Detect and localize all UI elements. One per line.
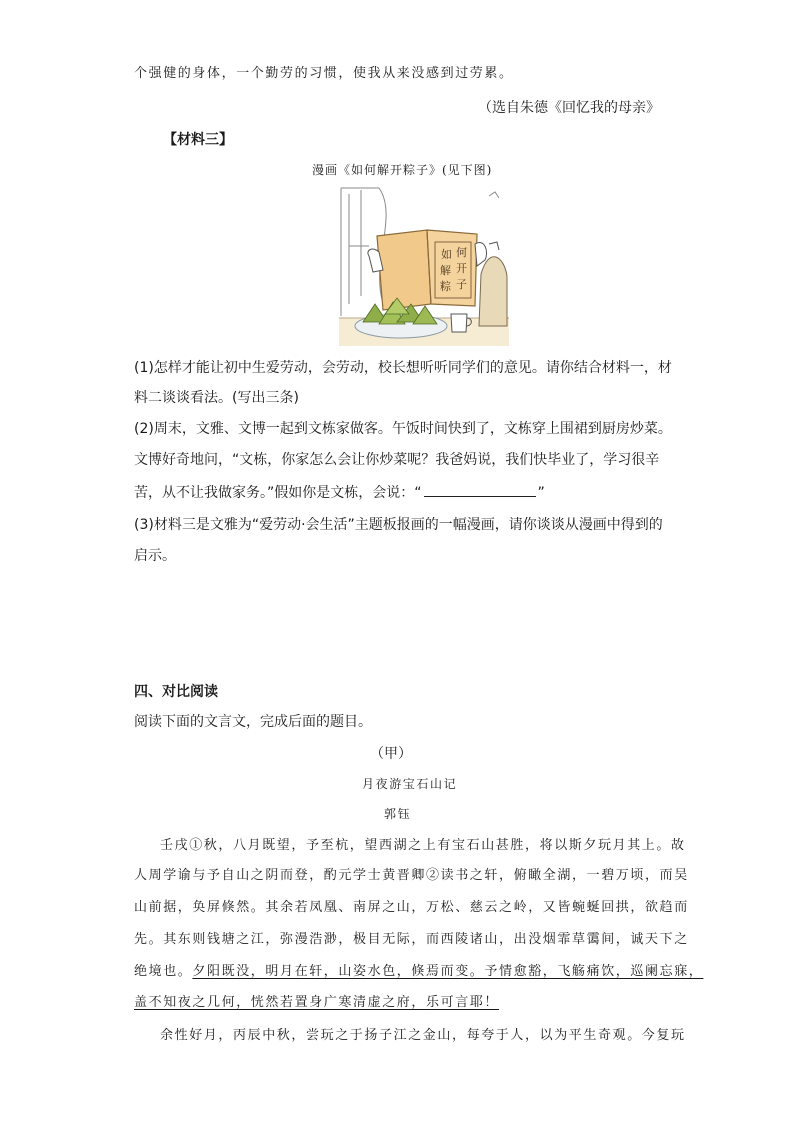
question-2-line-1: (2)周末，文雅、文博一起到文栋家做客。午饭时间快到了，文栋穿上围裙到厨房炒菜。: [134, 421, 672, 437]
passage-author: 郭钰: [384, 807, 412, 821]
section-4-heading: 四、对比阅读: [134, 684, 218, 700]
passage-line: [134, 962, 703, 982]
underlined-sentence: 盖不知夜之几何，恍然若置身广寒清虚之府，: [134, 995, 427, 1010]
book-char: 开: [456, 262, 467, 275]
passage-line: 山前据，奂屏倏然。其余若凤凰、南屏之山，万松、慈云之岭，又皆蜿蜒回拱，欲趋而: [134, 900, 689, 915]
book-char: 何: [456, 246, 467, 259]
underlined-sentence: 夕阳既没，明月在轩，山姿水色，倏焉而变。予情愈豁，飞觞痛饮，巡阑忘寐，: [192, 964, 704, 979]
passage-line: 壬戌①秋，八月既望，予至杭，望西湖之上有宝石山甚胜，将以斯夕玩月其上。故: [160, 838, 686, 853]
book-char: 子: [456, 278, 467, 291]
passage-title: 月夜游宝石山记: [362, 777, 458, 791]
question-2-close-quote: ”: [537, 485, 545, 501]
cartoon-illustration: [339, 186, 509, 346]
question-1-line-2: 料二谈谈看法。(写出三条): [134, 390, 299, 406]
cartoon-caption: 漫画《如何解开粽子》(见下图): [312, 163, 493, 177]
passage-line: 人周学谕与予自山之阴而登，酌元学士黄晋卿②读书之轩，俯瞰全湖，一碧万顷，而吴: [134, 868, 689, 883]
material3-heading: 【材料三】: [163, 132, 233, 148]
passage-label-jia: （甲）: [370, 746, 412, 762]
reading-instruction: 阅读下面的文言文，完成后面的题目。: [134, 714, 372, 730]
source-citation: （选自朱德《回忆我的母亲》: [478, 100, 660, 116]
passage-text: 绝境也。: [134, 964, 193, 979]
book-char: 粽: [440, 280, 451, 293]
question-2-line-3: [134, 482, 545, 503]
question-2-line-2: 文博好奇地问，“文栋，你家怎么会让你炒菜呢？我爸妈说，我们快毕业了，学习很辛: [134, 452, 660, 468]
passage-line: [134, 993, 499, 1013]
book-icon: [377, 230, 477, 310]
book-char: 如: [441, 248, 452, 261]
question-3-line-2: 启示。: [134, 548, 176, 564]
question-1-line-1: (1)怎样才能让初中生爱劳动，会劳动，校长想听听同学们的意见。请你结合材料一，材: [134, 360, 672, 376]
book-char: 解: [440, 264, 451, 277]
answer-blank[interactable]: [424, 482, 536, 497]
question-3-line-1: (3)材料三是文雅为“爱劳动·会生活”主题板报画的一幅漫画，请你谈谈从漫画中得到的: [134, 517, 663, 533]
passage-line: 先。其东则钱塘之江，弥漫浩渺，极目无际，而西陵诸山，出没烟霏草霭间，诚天下之: [134, 932, 689, 947]
continuation-line: 个强健的身体，一个勤劳的习惯，使我从来没感到过劳累。: [134, 66, 514, 81]
passage-line: 余性好月，丙辰中秋，尝玩之于扬子江之金山，每夸于人，以为平生奇观。今复玩: [160, 1028, 686, 1043]
question-2-prompt: 苦，从不让我做家务。”假如你是文栋，会说：“: [134, 485, 422, 501]
underlined-sentence: 乐可言耶！: [426, 995, 500, 1010]
